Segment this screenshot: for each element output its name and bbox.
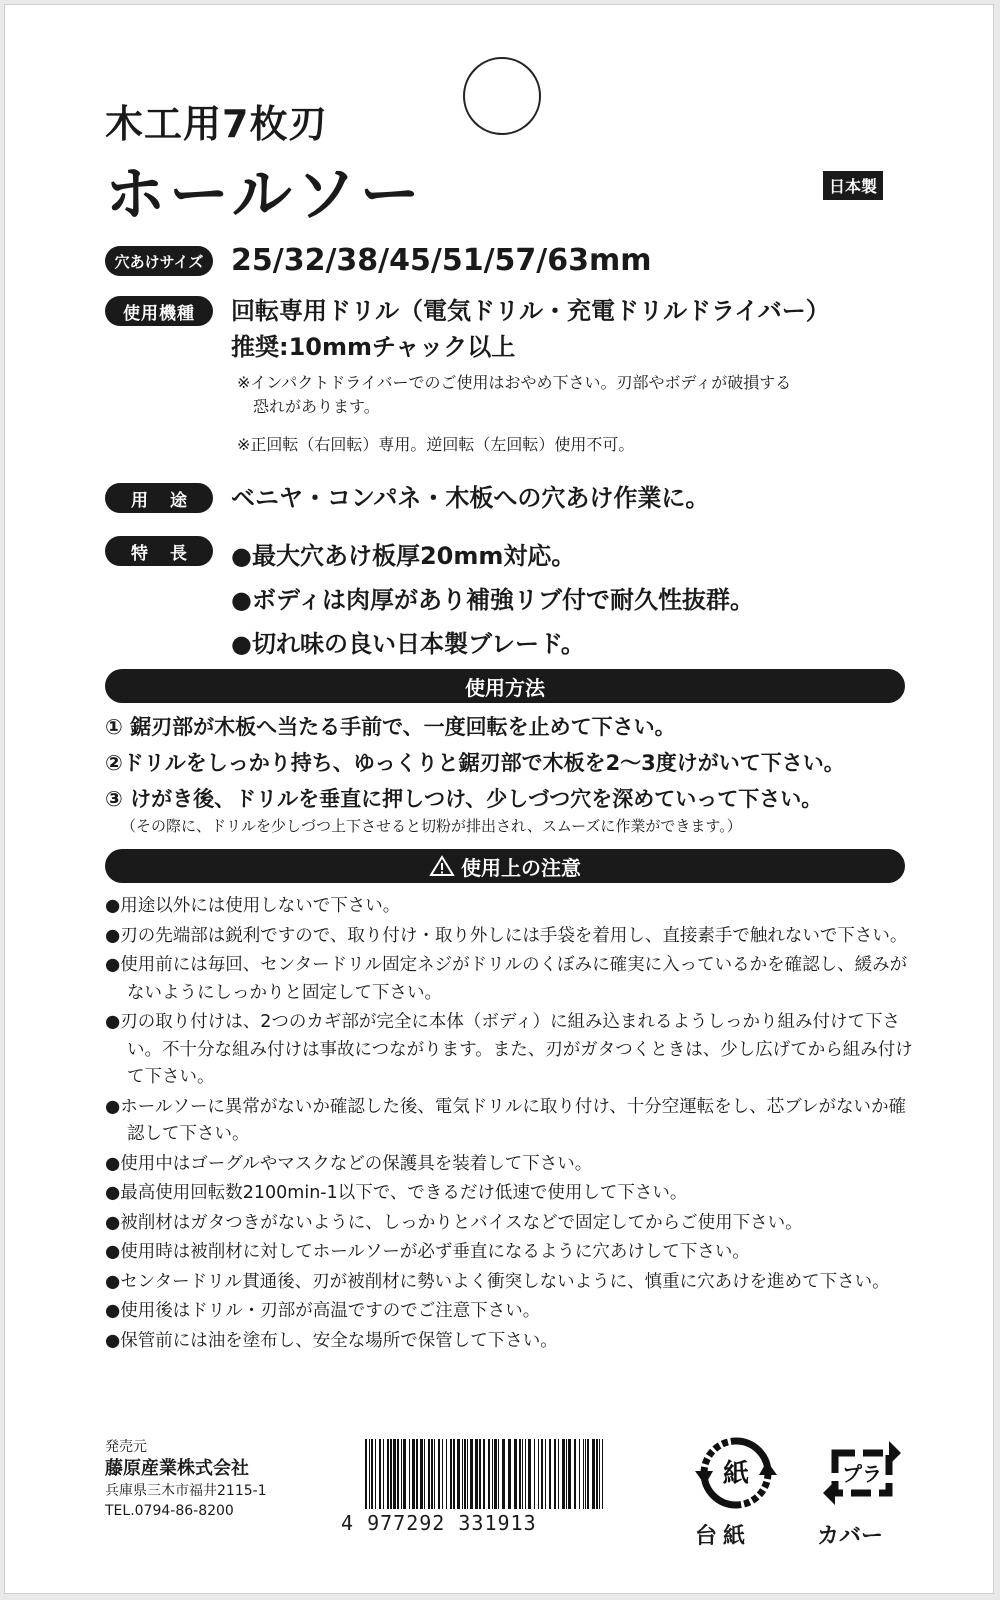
caution-item: ●保管前には油を塗布し、安全な場所で保管して下さい。 bbox=[105, 1330, 558, 1351]
barcode-bar bbox=[568, 1439, 571, 1509]
barcode-bar bbox=[450, 1439, 452, 1509]
barcode-bar bbox=[592, 1439, 595, 1509]
caution-item: ●最高使用回転数2100min-1以下で、できるだけ低速で使用して下さい。 bbox=[105, 1183, 688, 1203]
product-title: ホールソー bbox=[105, 160, 424, 230]
howto-note: （その際に、ドリルを少しづつ上下させると切粉が排出され、スムーズに作業ができます。） bbox=[121, 817, 742, 835]
barcode-bar bbox=[522, 1439, 523, 1509]
spec-features-row bbox=[105, 533, 213, 566]
barcode-bar bbox=[583, 1439, 584, 1509]
plastic-recycle-icon bbox=[817, 1433, 907, 1513]
barcode-bar bbox=[534, 1439, 535, 1509]
spec-usage-label: 用途 bbox=[105, 483, 213, 513]
caution-item: ●被削材はガタつきがないように、しっかりとバイスなどで固定してからご使用下さい。 bbox=[105, 1212, 803, 1233]
caution-item: ●ホールソーに異常がないか確認した後、電気ドリルに取り付け、十分空運転をし、芯ブレがないか確認して下さい。 bbox=[105, 1096, 907, 1144]
spec-machine-note-1 bbox=[237, 371, 917, 419]
barcode-bar bbox=[562, 1439, 565, 1509]
barcode-bar bbox=[371, 1439, 373, 1509]
caution-item: ●刃の先端部は鋭利ですので、取り付け・取り外しには手袋を着用し、直接素手で触れないで下さい。 bbox=[105, 925, 908, 946]
barcode-bar bbox=[446, 1439, 447, 1509]
feature-item: ●最大穴あけ板厚20mm対応。 bbox=[231, 542, 576, 570]
hang-hole bbox=[463, 57, 541, 135]
spec-size-value: 25/32/38/45/51/57/63mm bbox=[231, 243, 652, 278]
barcode-bar bbox=[369, 1439, 370, 1509]
barcode-bar bbox=[431, 1439, 433, 1509]
note-line: 恐れがあります。 bbox=[253, 397, 380, 416]
spec-usage-row bbox=[105, 480, 709, 516]
spec-machine-label: 使用機種 bbox=[105, 296, 213, 326]
barcode-bar bbox=[403, 1439, 406, 1509]
plastic-symbol: プラ bbox=[842, 1462, 882, 1486]
barcode-bar bbox=[492, 1439, 493, 1509]
barcode-bar bbox=[434, 1439, 435, 1509]
barcode-bar bbox=[453, 1439, 455, 1509]
barcode-bar bbox=[397, 1439, 399, 1509]
spec-machine-note-2: ※正回転（右回転）専用。逆回転（左回転）使用不可。 bbox=[237, 435, 635, 454]
barcode-bar bbox=[416, 1439, 418, 1509]
barcode-bar bbox=[488, 1439, 490, 1509]
package-card bbox=[4, 4, 994, 1594]
feature-item: ●ボディは肉厚があり補強リブ付で耐久性抜群。 bbox=[231, 586, 755, 614]
howto-header bbox=[105, 669, 905, 703]
feature-item: ●切れ味の良い日本製ブレード。 bbox=[231, 630, 585, 658]
howto-step: ① 鋸刃部が木板へ当たる手前で、一度回転を止めて下さい。 bbox=[105, 715, 676, 739]
barcode-bar bbox=[462, 1439, 463, 1509]
barcode-bar bbox=[428, 1439, 430, 1509]
publisher-label: 発売元 bbox=[105, 1439, 147, 1455]
spec-machine-values bbox=[213, 293, 830, 365]
spec-features-label: 特長 bbox=[105, 536, 213, 566]
caution-item: ●用途以外には使用しないで下さい。 bbox=[105, 896, 401, 916]
warning-icon bbox=[429, 855, 455, 877]
caution-item: ●使用後はドリル・刃部が高温ですのでご注意下さい。 bbox=[105, 1301, 541, 1321]
barcode-bar bbox=[438, 1439, 440, 1509]
barcode-bar bbox=[528, 1439, 531, 1509]
barcode-bar bbox=[566, 1439, 567, 1509]
barcode-bar bbox=[379, 1439, 381, 1509]
paper-symbol: 紙 bbox=[722, 1459, 750, 1489]
barcode-bar bbox=[541, 1439, 543, 1509]
spec-machine-value: 回転専用ドリル（電気ドリル・充電ドリルドライバー） bbox=[231, 297, 830, 325]
caution-list bbox=[105, 893, 915, 1357]
spec-machine-recommend: 推奨:10mmチャック以上 bbox=[231, 333, 516, 361]
barcode-bar bbox=[457, 1439, 460, 1509]
barcode-bar bbox=[442, 1439, 443, 1509]
barcode-bar bbox=[365, 1439, 367, 1509]
barcode-bar bbox=[579, 1439, 580, 1509]
barcode-bar bbox=[412, 1439, 415, 1509]
barcode-bar bbox=[545, 1439, 546, 1509]
barcode-bar bbox=[470, 1439, 473, 1509]
howto-step: ③ けがき後、ドリルを垂直に押しつけ、少しづつ穴を深めていって下さい。 bbox=[105, 787, 823, 811]
barcode-bar bbox=[596, 1439, 598, 1509]
barcode-bar bbox=[483, 1439, 485, 1509]
barcode-bar bbox=[390, 1439, 392, 1509]
barcode-bar bbox=[393, 1439, 396, 1509]
note-line: ※インパクトドライバーでのご使用はおやめ下さい。刃部やボディが破損する bbox=[237, 373, 792, 392]
barcode-bar bbox=[464, 1439, 466, 1509]
howto-step: ②ドリルをしっかり持ち、ゆっくりと鋸刃部で木板を2～3度けがいて下さい。 bbox=[105, 751, 845, 775]
barcode-bar bbox=[508, 1439, 511, 1509]
barcode-bar bbox=[519, 1439, 521, 1509]
barcode-bar bbox=[514, 1439, 517, 1509]
barcode-bar bbox=[554, 1439, 556, 1509]
barcode-bar bbox=[549, 1439, 551, 1509]
barcode-bar bbox=[494, 1439, 497, 1509]
barcode-bar bbox=[602, 1439, 603, 1509]
barcode-bar bbox=[558, 1439, 559, 1509]
plastic-recycle-label: カバー bbox=[817, 1524, 884, 1549]
barcode-bar bbox=[585, 1439, 586, 1509]
barcode-bar bbox=[479, 1439, 481, 1509]
caution-header bbox=[105, 849, 905, 883]
howto-title: 使用方法 bbox=[465, 675, 545, 700]
spec-machine-row bbox=[105, 293, 830, 365]
caution-title: 使用上の注意 bbox=[461, 855, 581, 880]
barcode-bar bbox=[538, 1439, 539, 1509]
barcode-bar bbox=[424, 1439, 425, 1509]
spec-size-row bbox=[105, 243, 652, 279]
spec-size-label: 穴あけサイズ bbox=[105, 246, 213, 276]
barcode-bar bbox=[475, 1439, 478, 1509]
barcode-number: 4 977292 331913 bbox=[341, 1511, 537, 1535]
barcode-bar bbox=[383, 1439, 384, 1509]
barcode-bar bbox=[599, 1439, 600, 1509]
barcode-bar bbox=[467, 1439, 468, 1509]
barcode-bar bbox=[420, 1439, 423, 1509]
caution-item: ●使用時は被削材に対してホールソーが必ず垂直になるように穴あけして下さい。 bbox=[105, 1242, 750, 1262]
caution-item: ●センタードリル貫通後、刃が被削材に勢いよく衝突しないように、慎重に穴あけを進めて下さい。 bbox=[105, 1271, 890, 1292]
barcode-bar bbox=[375, 1439, 376, 1509]
barcode-bar bbox=[409, 1439, 410, 1509]
product-subtitle: 木工用7枚刃 bbox=[105, 102, 328, 146]
caution-item: ●刃の取り付けは、2つのカギ部が完全に本体（ボディ）に組み込まれるようしっかり組み付けて下さい。不十分な組み付けは事故につながります。また、刃がガタつくときは、少し広げてから組み付けて下さい。 bbox=[105, 1012, 913, 1087]
spec-usage-value: ベニヤ・コンパネ・木板への穴あけ作業に。 bbox=[231, 484, 710, 512]
caution-item: ●使用前には毎回、センタードリル固定ネジがドリルのくぼみに確実に入っているかを確認し、緩みがないようにしっかりと固定して下さい。 bbox=[105, 955, 908, 1003]
barcode-bar bbox=[401, 1439, 402, 1509]
publisher-company: 藤原産業株式会社 bbox=[105, 1458, 249, 1479]
paper-recycle-icon bbox=[691, 1433, 781, 1513]
barcode-bar bbox=[387, 1439, 389, 1509]
barcode-bar bbox=[525, 1439, 526, 1509]
publisher-address: 兵庫県三木市福井2115-1 bbox=[105, 1483, 267, 1499]
publisher-info bbox=[105, 1437, 267, 1521]
barcode-bar bbox=[587, 1439, 589, 1509]
made-in-japan-badge: 日本製 bbox=[823, 171, 883, 200]
publisher-tel: TEL.0794-86-8200 bbox=[105, 1503, 234, 1519]
caution-item: ●使用中はゴーグルやマスクなどの保護具を装着して下さい。 bbox=[105, 1153, 593, 1174]
paper-recycle-label: 台紙 bbox=[695, 1524, 752, 1549]
barcode-bar bbox=[498, 1439, 499, 1509]
barcode-bar bbox=[502, 1439, 505, 1509]
barcode-bar bbox=[574, 1439, 576, 1509]
